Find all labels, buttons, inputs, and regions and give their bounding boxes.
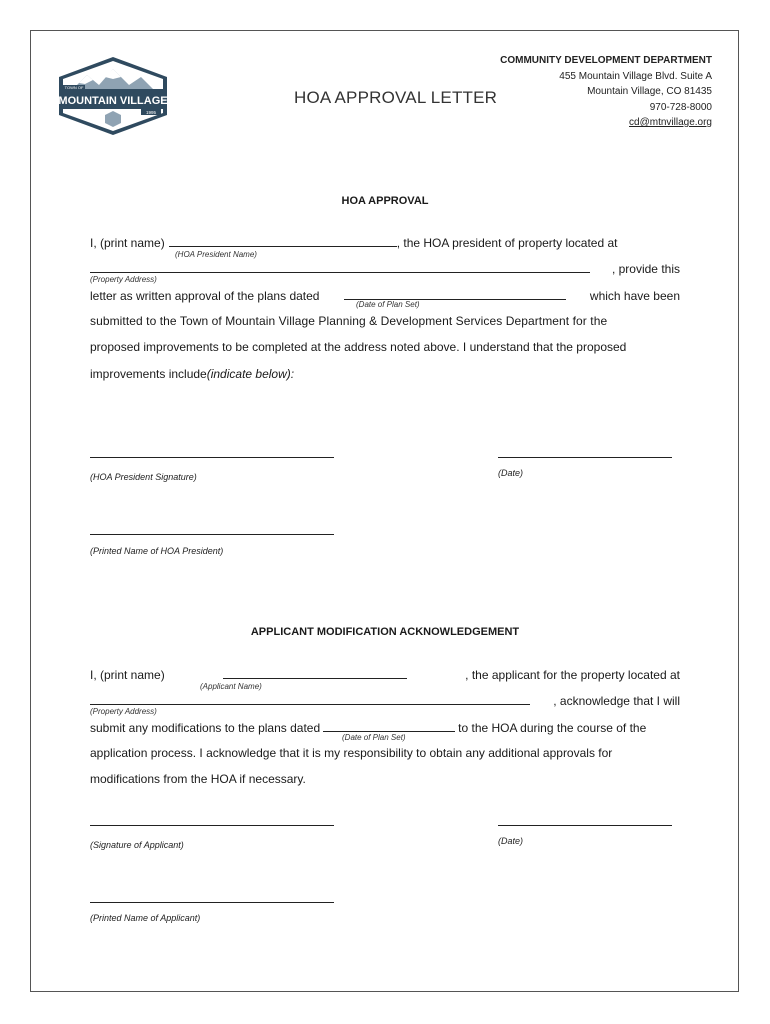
applicant-line-4-text: application process. I acknowledge that it is my responsibility to obtain any additional approvals for bbox=[90, 746, 613, 760]
applicant-line-1-start: I, (print name) bbox=[90, 668, 165, 682]
applicant-signature-field[interactable] bbox=[90, 824, 334, 826]
hoa-president-signature-caption: (HOA President Signature) bbox=[90, 472, 197, 482]
applicant-printed-name-field[interactable] bbox=[90, 901, 334, 903]
applicant-printed-name-caption: (Printed Name of Applicant) bbox=[90, 913, 201, 923]
logo-main-text: MOUNTAIN VILLAGE bbox=[58, 95, 168, 107]
hoa-line-1 bbox=[90, 235, 680, 250]
hoa-line-3-start: letter as written approval of the plans dated bbox=[90, 289, 320, 303]
hoa-line-1-end: , the HOA president of property located at bbox=[396, 236, 618, 250]
applicant-date-caption: (Date) bbox=[498, 836, 524, 846]
document-title: HOA APPROVAL LETTER bbox=[294, 88, 498, 107]
applicant-line-5 bbox=[90, 772, 680, 786]
hoa-property-address-caption: (Property Address) bbox=[90, 275, 157, 284]
hoa-line-6-start: improvements include bbox=[90, 367, 207, 381]
applicant-date-field[interactable] bbox=[498, 824, 672, 826]
hoa-approval-heading: HOA APPROVAL bbox=[341, 195, 429, 207]
hoa-date-field[interactable] bbox=[498, 456, 672, 458]
applicant-line-2-end: , acknowledge that I will bbox=[553, 694, 680, 708]
applicant-line-4 bbox=[90, 746, 680, 760]
applicant-signature-caption: (Signature of Applicant) bbox=[90, 840, 184, 850]
applicant-property-address-field[interactable] bbox=[90, 693, 530, 705]
hoa-line-6 bbox=[90, 367, 680, 381]
applicant-line-3-end: to the HOA during the course of the bbox=[458, 721, 647, 735]
hoa-line-4-text: submitted to the Town of Mountain Village Planning & Development Services Department for the bbox=[90, 314, 608, 328]
department-address-line1: 455 Mountain Village Blvd. Suite A bbox=[559, 70, 712, 82]
hoa-date-of-plan-set-field[interactable] bbox=[344, 288, 566, 300]
department-name: COMMUNITY DEVELOPMENT DEPARTMENT bbox=[500, 55, 712, 66]
hoa-line-2 bbox=[90, 261, 680, 276]
applicant-line-3-start: submit any modifications to the plans dated bbox=[90, 721, 321, 735]
applicant-line-5-text: modifications from the HOA if necessary. bbox=[90, 772, 306, 786]
mountain-village-logo-icon bbox=[57, 55, 169, 137]
applicant-line-1 bbox=[90, 667, 680, 682]
logo-top-text: TOWN OF bbox=[64, 85, 84, 90]
hoa-line-2-end: , provide this bbox=[611, 262, 680, 276]
hoa-president-printed-name-field[interactable] bbox=[90, 533, 334, 535]
applicant-property-address-caption: (Property Address) bbox=[90, 707, 157, 716]
hoa-line-3-end: which have been bbox=[589, 289, 680, 303]
department-address-line2: Mountain Village, CO 81435 bbox=[587, 86, 712, 97]
hoa-line-5-text: proposed improvements to be completed at the address noted above. I understand that the proposed bbox=[90, 340, 627, 354]
applicant-name-caption: (Applicant Name) bbox=[200, 682, 262, 691]
hoa-line-6-italic: (indicate below): bbox=[206, 367, 295, 381]
hoa-date-of-plan-set-caption: (Date of Plan Set) bbox=[356, 300, 420, 309]
hoa-president-printed-name-caption: (Printed Name of HOA President) bbox=[90, 546, 224, 556]
hoa-property-address-field[interactable] bbox=[90, 261, 590, 273]
hoa-date-caption: (Date) bbox=[498, 468, 524, 478]
hoa-president-name-field[interactable] bbox=[169, 235, 397, 247]
applicant-name-field[interactable] bbox=[223, 667, 407, 679]
department-email-link[interactable]: cd@mtnvillage.org bbox=[629, 117, 712, 128]
hoa-line-5 bbox=[90, 340, 680, 354]
hoa-president-signature-field[interactable] bbox=[90, 456, 334, 458]
applicant-line-2 bbox=[90, 693, 680, 708]
hoa-president-name-caption: (HOA President Name) bbox=[175, 250, 257, 259]
department-contact bbox=[500, 53, 712, 131]
applicant-line-1-end: , the applicant for the property located at bbox=[465, 668, 680, 682]
applicant-date-of-plan-set-field[interactable] bbox=[323, 720, 455, 732]
applicant-date-of-plan-set-caption: (Date of Plan Set) bbox=[342, 733, 406, 742]
hoa-line-1-start: I, (print name) bbox=[90, 236, 165, 250]
logo-year: 1995 bbox=[145, 110, 157, 115]
applicant-acknowledgement-heading: APPLICANT MODIFICATION ACKNOWLEDGEMENT bbox=[250, 626, 520, 638]
hoa-line-4 bbox=[90, 314, 680, 328]
department-phone: 970-728-8000 bbox=[649, 101, 712, 113]
